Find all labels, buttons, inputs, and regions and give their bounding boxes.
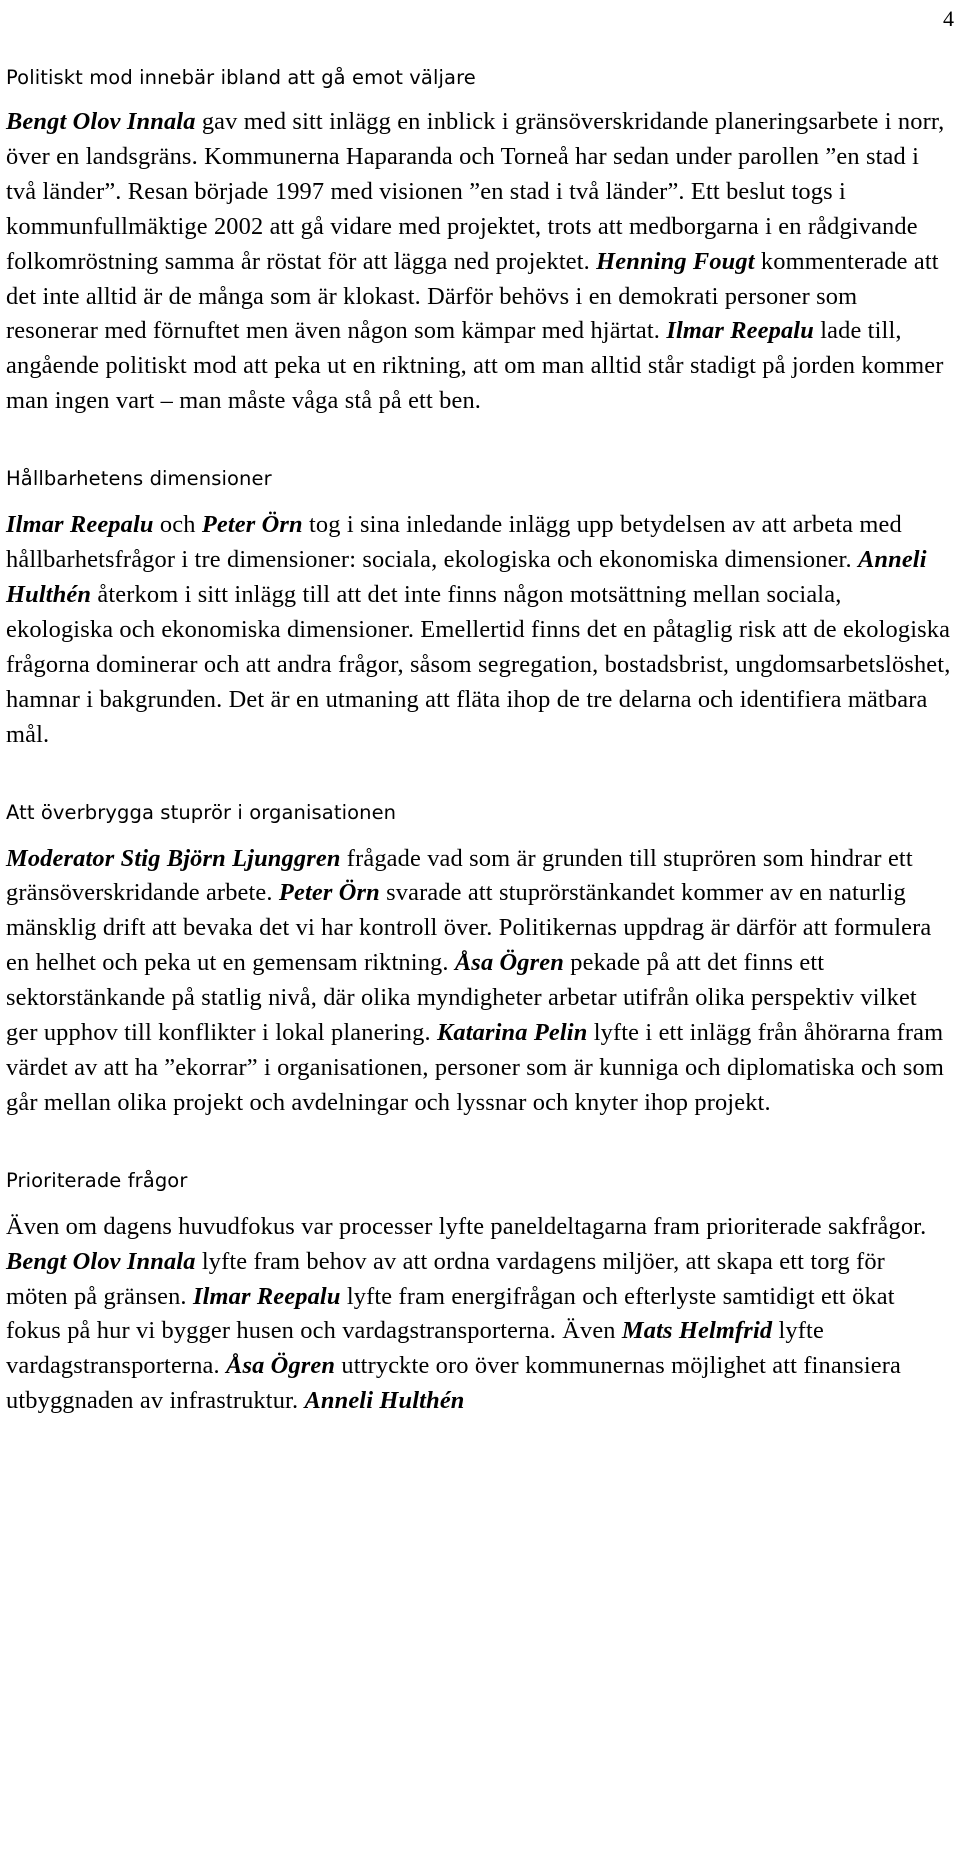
person-name: Peter Örn [201,511,303,539]
section-overbrygga-stupror [6,801,951,1121]
person-name: Åsa Ögren [226,1352,336,1380]
section-prioriterade-fragor [6,1169,951,1419]
section-heading: Att överbrygga stuprör i organisationen [6,800,397,824]
person-name: Mats Helmfrid [621,1317,773,1345]
paragraph-text: tog i sina inledande inlägg upp betydelsen av att arbeta med hållbarhetsfrågor i tre dimensioner: sociala, ekologiska och ekonomiska dimensioner. [6,511,902,574]
section-heading: Prioriterade frågor [6,1168,188,1192]
paragraph-text: svarade att stuprörstänkandet kommer av en naturlig mänsklig drift att bevaka det vi har kontroll över. Politikernas uppdrag är därför att formulera en helhet och peka ut en gemensam riktning. [6,879,932,977]
section-politiskt-mod [6,66,951,419]
person-name: Anneli Hulthén [304,1387,465,1415]
person-name: Peter Örn [278,879,380,907]
person-name: Anneli Hulthén [6,546,927,608]
paragraph-text: frågade vad som är grunden till stuprören som hindrar ett gränsöverskridande arbete. [6,844,913,907]
person-name: Henning Fougt [596,247,755,275]
document-body [6,66,951,1419]
paragraph-text: lyfte i ett inlägg från åhörarna fram värdet av att ha ”ekorrar” i organisationen, personer som är kunniga och diplomatiska och som går mellan olika projekt och avdelningar och lyssnar och knyter ihop projekt. [6,1019,945,1116]
paragraph-text: Även om dagens huvudfokus var processer lyfte paneldeltagarna fram prioriterade sakfrågor. [6,1212,927,1240]
paragraph-text: återkom i sitt inlägg till att det inte finns någon motsättning mellan sociala, ekologiska och ekonomiska dimensioner. Emellertid finns det en påtaglig risk att de ekologiska frågorna dominerar och att andra frågor, såsom segregation, bostadsbrist, ungdomsarbetslöshet, hamnar i bakgrunden. Det är en utmaning att fläta ihop de tre delarna och identifiera mätbara mål. [6,580,951,748]
section-paragraph [6,842,951,1121]
person-name: Moderator Stig Björn Ljunggren [6,844,341,872]
person-name: Bengt Olov Innala [6,108,196,135]
paragraph-text: lyfte vardagstransporterna. [6,1317,824,1380]
section-heading: Politiskt mod innebär ibland att gå emot väljare [6,66,476,89]
person-name: Ilmar Reepalu [192,1282,341,1310]
person-name: Bengt Olov Innala [6,1247,196,1275]
person-name: Åsa Ögren [454,949,564,977]
paragraph-text: lyfte fram behov av att ordna vardagens miljöer, att skapa ett torg för möten på gränsen. [6,1247,885,1310]
paragraph-text: kommenterade att det inte alltid är de många som är klokast. Därför behövs i en demokrati personer som resonerar med förnuftet men även någon som kämpar med hjärtat. [6,247,939,345]
paragraph-text: och [153,511,202,539]
paragraph-text: uttryckte oro över kommunernas möjlighet att finansiera utbyggnaden av infrastruktur. [6,1352,901,1415]
section-paragraph [6,1210,951,1419]
page-number: 4 [943,6,954,31]
person-name: Ilmar Reepalu [6,511,154,539]
section-paragraph [6,508,951,752]
paragraph-text: pekade på att det finns ett sektorstänkande på statlig nivå, där olika myndigheter arbetar utifrån olika perspektiv vilket ger upphov till konflikter i lokal planering. [6,949,917,1047]
section-hallbarhetens-dimensioner [6,467,951,752]
paragraph-text: lade till, angående politiskt mod att peka ut en riktning, att om man alltid står stadigt på jorden kommer man ingen vart – man måste våga stå på ett ben. [6,317,944,415]
person-name: Ilmar Reepalu [666,317,814,345]
section-heading: Hållbarhetens dimensioner [6,467,272,491]
paragraph-text: gav med sitt inlägg en inblick i gränsöverskridande planeringsarbete i norr, över en landsgräns. Kommunerna Haparanda och Torneå har sedan under parollen ”en stad i två länder”. Resan började 1997 med visionen ”en stad i två länder”. Ett beslut togs i kommunfullmäktige 2002 att gå vidare med projektet, trots att medborgarna i en rådgivande folkomröstning samma år röstat för att lägga ned projektet. [6,108,945,275]
section-paragraph [6,105,951,419]
person-name: Katarina Pelin [436,1019,588,1047]
paragraph-text: lyfte fram energifrågan och efterlyste samtidigt ett ökat fokus på hur vi bygger husen och vardagstransporterna. Även [6,1282,895,1345]
